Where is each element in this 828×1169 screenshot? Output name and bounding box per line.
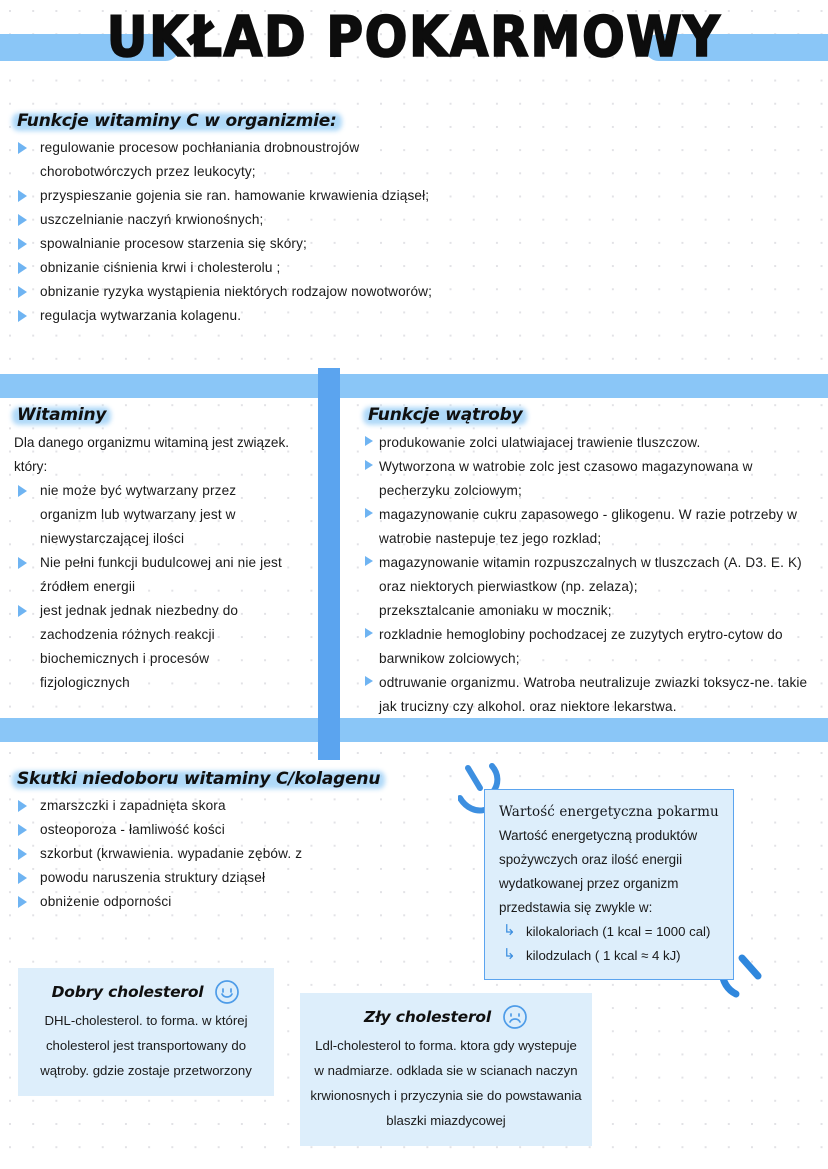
section-heading-vitamin-c: Funkcje witaminy C w organizmie: bbox=[14, 110, 340, 132]
column-divider-bar bbox=[318, 368, 340, 760]
list-item: przyspieszanie gojenia sie ran. hamowanie krwawienia dziąseł; bbox=[14, 184, 464, 208]
list-item: powodu naruszenia struktury dziąseł bbox=[14, 866, 434, 890]
list-item: regulacja wytwarzania kolagenu. bbox=[14, 304, 464, 328]
list-item: obnizanie ryzyka wystąpienia niektórych rodzajow nowotworów; bbox=[14, 280, 464, 304]
list-item: uszczelnianie naczyń krwionośnych; bbox=[14, 208, 464, 232]
section-heading-skutki: Skutki niedoboru witaminy C/kolagenu bbox=[14, 768, 383, 790]
section-heading-watroba: Funkcje wątroby bbox=[365, 404, 525, 426]
skutki-list bbox=[14, 794, 434, 914]
witaminy-intro-text: Dla danego organizmu witaminą jest związek. który: bbox=[14, 435, 290, 474]
list-item: zmarszczki i zapadnięta skora bbox=[14, 794, 434, 818]
section-vitamin-c-functions bbox=[14, 110, 464, 328]
list-item: odtruwanie organizmu. Watroba neutralizuje zwiazki toksycz-ne. takie jak trucizny czy alkohol. oraz niektore lekarstwa. bbox=[365, 671, 817, 719]
section-heading-witaminy: Witaminy bbox=[14, 404, 109, 426]
list-item: produkowanie zolci ulatwiajacej trawienie tluszczow. bbox=[365, 431, 817, 455]
list-item: ↳ kilodzulach ( 1 kcal ≈ 4 kJ) bbox=[499, 944, 721, 968]
card-good-body: DHL-cholesterol. to forma. w której cholesterol jest transportowany do wątroby. gdzie zostaje przetworzony bbox=[40, 1013, 252, 1078]
card-good-cholesterol bbox=[18, 968, 274, 1096]
list-item: Wytworzona w watrobie zolc jest czasowo magazynowana w pecherzyku zolciowym; bbox=[365, 455, 817, 503]
watroba-list bbox=[365, 431, 817, 719]
list-item: magazynowanie witamin rozpuszczalnych w tluszczach (A. D3. E. K) oraz niektorych pierwiastkow (np. zelaza); bbox=[365, 551, 817, 599]
vitamin-c-list bbox=[14, 136, 464, 328]
list-item: obnizanie ciśnienia krwi i cholesterolu ; bbox=[14, 256, 464, 280]
card-bad-header bbox=[310, 1004, 582, 1030]
list-item: spowalnianie procesow starzenia się skóry; bbox=[14, 232, 464, 256]
smiley-face-icon bbox=[214, 979, 240, 1005]
section-liver-functions bbox=[365, 404, 817, 719]
list-item: regulowanie procesow pochłaniania drobnoustrojów chorobotwórczych przez leukocyty; bbox=[14, 136, 464, 184]
list-item: rozkladnie hemoglobiny pochodzacej ze zuzytych erytro-cytow do barwnikow zolciowych; bbox=[365, 623, 817, 671]
section-divider-band-bottom bbox=[0, 718, 828, 742]
card-bad-title: Zły cholesterol bbox=[363, 1008, 491, 1026]
list-item: szkorbut (krwawienia. wypadanie zębów. z bbox=[14, 842, 434, 866]
list-item: magazynowanie cukru zapasowego - glikogenu. W razie potrzeby w watrobie nastepuje tez jego rozklad; bbox=[365, 503, 817, 551]
energy-box-body: Wartość energetyczną produktów spożywczych oraz ilość energii wydatkowanej przez organizm przedstawia się zwykle w: bbox=[499, 828, 698, 915]
card-good-header bbox=[28, 979, 264, 1005]
page-header bbox=[0, 0, 828, 96]
list-item: jest jednak jednak niezbedny do zachodzenia różnych reakcji biochemicznych i procesów fizjologicznych bbox=[14, 599, 294, 695]
section-divider-band-top bbox=[0, 374, 828, 398]
list-item: obniżenie odporności bbox=[14, 890, 434, 914]
list-item: osteoporoza - łamliwość kości bbox=[14, 818, 434, 842]
card-good-title: Dobry cholesterol bbox=[51, 983, 204, 1001]
energy-units-list bbox=[499, 920, 721, 968]
list-item: nie może być wytwarzany przez organizm lub wytwarzany jest w niewystarczającej ilości bbox=[14, 479, 294, 551]
page-title: UKŁAD POKARMOWY bbox=[106, 5, 722, 70]
card-bad-cholesterol bbox=[300, 993, 592, 1146]
section-witaminy bbox=[14, 404, 294, 695]
list-item: Nie pełni funkcji budulcowej ani nie jest źródłem energii bbox=[14, 551, 294, 599]
list-item: ↳ kilokaloriach (1 kcal = 1000 cal) bbox=[499, 920, 721, 944]
section-deficiency-effects bbox=[14, 768, 434, 914]
sad-face-icon bbox=[502, 1004, 528, 1030]
list-item: przeksztalcanie amoniaku w mocznik; bbox=[379, 603, 612, 618]
energy-value-box bbox=[484, 789, 734, 980]
witaminy-list bbox=[14, 479, 294, 695]
energy-box-title: Wartość energetyczna pokarmu bbox=[499, 804, 719, 820]
card-bad-body: Ldl-cholesterol to forma. ktora gdy wystepuje w nadmiarze. odklada sie w scianach naczyn krwionosnych i przyczynia sie do powstawania blaszki miazdycowej bbox=[310, 1038, 582, 1128]
